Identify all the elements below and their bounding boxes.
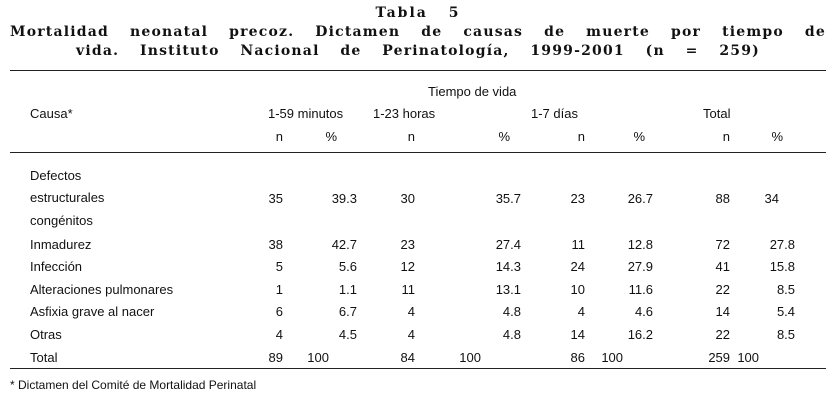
- cell-pct-days: 27.9: [627, 259, 654, 275]
- cell-n-total: 14: [715, 304, 731, 320]
- cell-pct-minutes: 4.5: [338, 326, 357, 342]
- cell-n-minutes: 6: [275, 304, 283, 320]
- cell-pct-days: 16.2: [627, 326, 654, 342]
- table-footnote: * Dictamen del Comité de Mortalidad Perinatal: [10, 378, 257, 392]
- total-label: Total: [30, 349, 58, 365]
- cell-n-hours: 4: [407, 326, 415, 342]
- cell-n-total: 41: [715, 259, 731, 275]
- cell-n-days: 10: [570, 281, 585, 297]
- cell-n-total: 72: [715, 236, 731, 252]
- table-number: Tabla 5: [375, 5, 461, 21]
- total-pct-minutes: 100: [307, 349, 329, 365]
- total-pct-days: 100: [601, 349, 624, 365]
- cell-n-days: 11: [571, 236, 585, 252]
- table-row: [10, 165, 826, 233]
- subheader-n: n: [275, 128, 283, 144]
- cause-header: Causa*: [30, 106, 73, 122]
- cell-n-hours: 30: [400, 191, 415, 207]
- cell-n-minutes: 35: [268, 191, 283, 207]
- cell-pct-total: 27.8: [769, 236, 796, 252]
- row-cause: Infección: [30, 259, 83, 275]
- group-header: Tiempo de vida: [428, 83, 517, 99]
- cell-pct-days: 26.7: [627, 191, 654, 207]
- cell-pct-total: 8.5: [776, 326, 796, 342]
- cell-pct-hours: 27.4: [495, 236, 521, 252]
- cell-n-days: 24: [570, 259, 585, 275]
- subheader-pct: %: [633, 128, 646, 144]
- cell-n-minutes: 5: [275, 259, 283, 275]
- subheader-pct: %: [325, 128, 337, 144]
- cell-n-hours: 11: [401, 281, 415, 297]
- row-cause: Alteraciones pulmonares: [30, 281, 174, 297]
- table-row: [10, 301, 826, 324]
- row-cause: [10, 165, 268, 233]
- cell-pct-total: 15.8: [769, 259, 796, 275]
- cell-n-minutes: 1: [275, 281, 283, 297]
- cell-pct-days: 11.6: [628, 281, 654, 297]
- cell-pct-total: 34: [764, 191, 780, 207]
- cell-n-total: 22: [715, 281, 731, 297]
- cell-pct-hours: 4.8: [502, 304, 521, 320]
- row-cause: Asfixia grave al nacer: [30, 304, 155, 320]
- cell-pct-minutes: 42.7: [331, 236, 357, 252]
- subheader-pct: %: [498, 128, 510, 144]
- cell-n-total: 22: [715, 326, 731, 342]
- period-header-hours: 1-23 horas: [373, 106, 436, 122]
- cell-n-days: 23: [570, 191, 585, 207]
- cell-pct-minutes: 39.3: [331, 191, 357, 207]
- table-row: [10, 323, 826, 346]
- table-row: [10, 278, 826, 301]
- mortality-table: [10, 80, 826, 368]
- subheader-n: n: [577, 128, 585, 144]
- cell-pct-hours: 14.3: [495, 259, 521, 275]
- header-row-periods: [10, 103, 826, 126]
- total-n-total: 259: [708, 349, 731, 365]
- row-cause-line: congénitos: [30, 213, 93, 229]
- total-pct-total: 100: [737, 349, 760, 365]
- table-row: [10, 233, 826, 256]
- cell-n-hours: 23: [400, 236, 415, 252]
- cell-pct-total: 5.4: [776, 304, 796, 320]
- cell-n-minutes: 4: [275, 326, 283, 342]
- cell-n-minutes: 38: [268, 236, 283, 252]
- cell-n-days: 14: [570, 326, 585, 342]
- subheader-pct: %: [771, 128, 784, 144]
- total-n-minutes: 89: [268, 349, 283, 365]
- subheader-n: n: [722, 128, 731, 144]
- cell-n-total: 88: [715, 191, 731, 207]
- header-row-subheaders: [10, 125, 826, 148]
- row-cause-line: Defectos: [30, 167, 82, 183]
- header-row-group: [10, 80, 826, 103]
- total-row: [10, 346, 826, 369]
- cell-pct-hours: 13.1: [495, 281, 521, 297]
- cell-n-days: 4: [577, 304, 585, 320]
- subheader-n: n: [407, 128, 415, 144]
- cell-pct-total: 8.5: [776, 281, 796, 297]
- cell-pct-hours: 4.8: [502, 326, 521, 342]
- total-n-days: 86: [570, 349, 585, 365]
- period-header-days: 1-7 días: [531, 106, 578, 122]
- table-title-block: [10, 4, 826, 61]
- cell-pct-minutes: 5.6: [338, 259, 357, 275]
- table-caption-line-1: Mortalidad neonatal precoz. Dictamen de causas de muerte por tiempo de: [10, 24, 826, 40]
- cell-n-hours: 12: [400, 259, 415, 275]
- cell-pct-minutes: 1.1: [338, 281, 357, 297]
- period-header-total: Total: [703, 106, 731, 122]
- cell-pct-hours: 35.7: [495, 191, 521, 207]
- top-rule: [10, 70, 826, 71]
- cell-n-hours: 4: [407, 304, 415, 320]
- cell-pct-days: 4.6: [634, 304, 654, 320]
- cell-pct-days: 12.8: [627, 236, 654, 252]
- row-cause-line: estructurales: [30, 190, 105, 206]
- table-row: [10, 255, 826, 278]
- row-cause: Otras: [30, 326, 62, 342]
- total-n-hours: 84: [400, 349, 415, 365]
- total-pct-hours: 100: [459, 349, 481, 365]
- row-cause: Inmadurez: [30, 236, 92, 252]
- header-spacer: [10, 148, 826, 165]
- table-caption-line-2: vida. Instituto Nacional de Perinatología, 1999-2001 (n = 259): [76, 43, 760, 59]
- period-header-minutes: 1-59 minutos: [268, 106, 344, 122]
- cell-pct-minutes: 6.7: [338, 304, 357, 320]
